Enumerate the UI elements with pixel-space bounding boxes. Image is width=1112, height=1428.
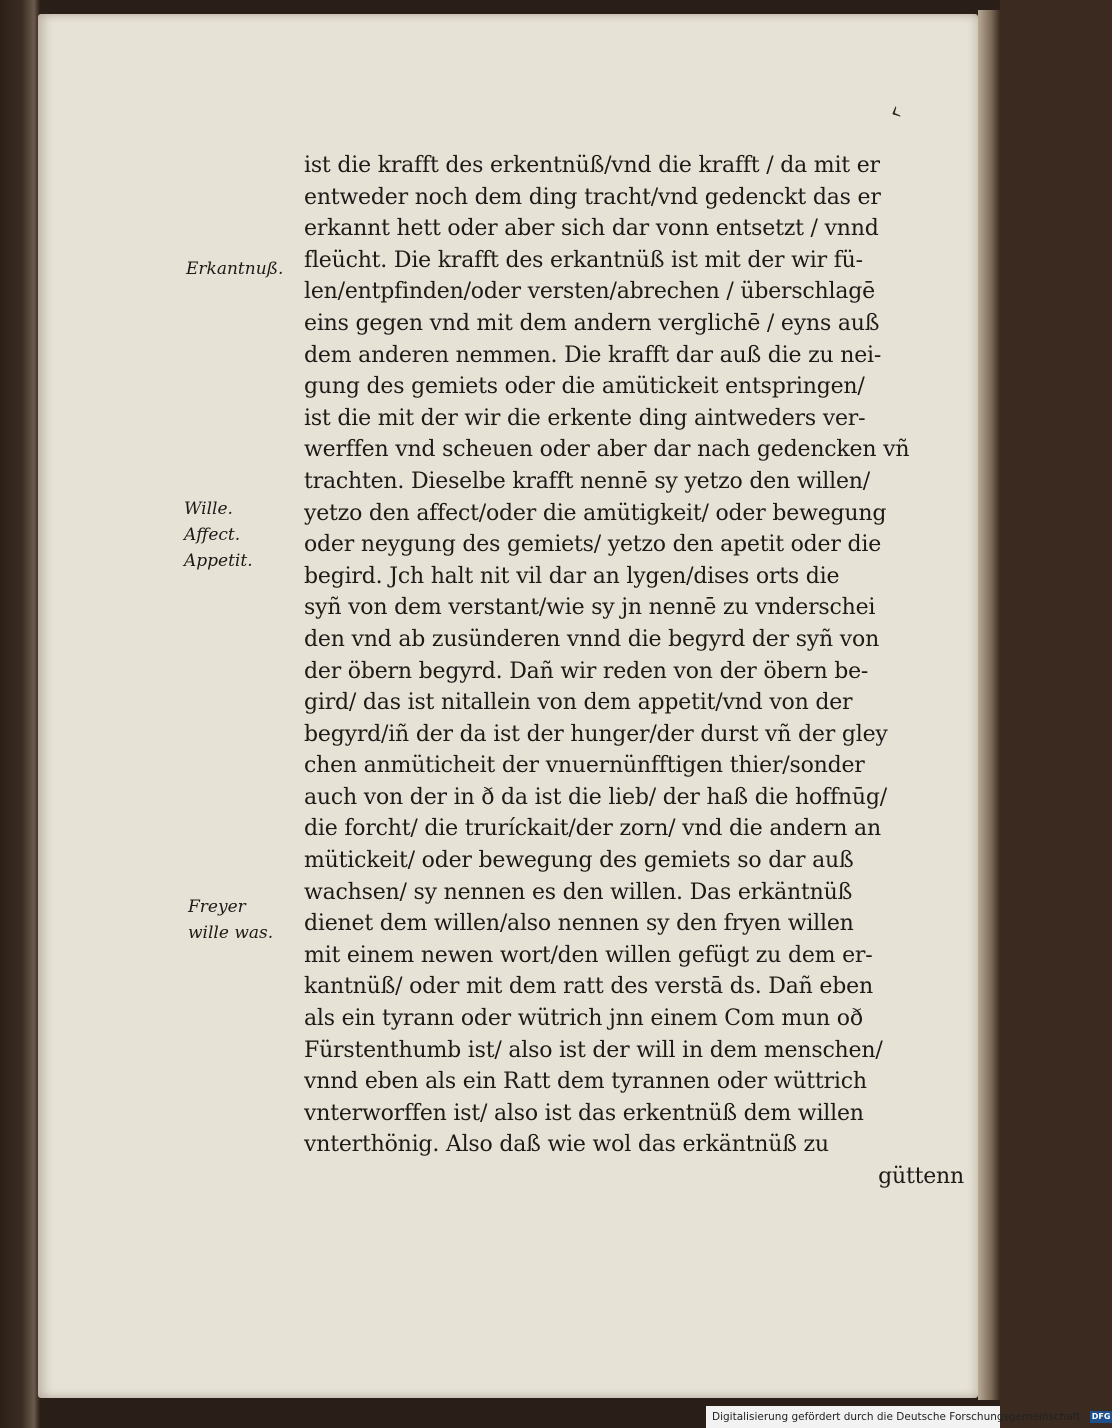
text-line: werffen vnd scheuen oder aber dar nach gedencken vñ <box>304 437 910 463</box>
marginal-note-freyer-wille <box>188 894 273 946</box>
text-line: dienet dem willen/also nennen sy den fryen willen <box>304 911 854 937</box>
text-line: mit einem newen wort/den willen gefügt zu dem er- <box>304 942 873 968</box>
text-line: gung des gemiets oder die amütickeit entspringen/ <box>304 374 865 400</box>
text-line: syñ von dem verstant/wie sy jn nennē zu vnderschei <box>304 595 876 621</box>
marginal-note-line: wille was. <box>188 923 274 943</box>
text-line: begird. Jch halt nit vil dar an lygen/dises orts die <box>304 563 840 589</box>
main-text-block <box>304 150 964 1193</box>
marginal-note-line: Affect. <box>184 525 241 545</box>
text-line: Fürstenthumb ist/ also ist der will in dem menschen/ <box>304 1037 883 1063</box>
text-line: entweder noch dem ding tracht/vnd gedenckt das er <box>304 184 881 210</box>
text-line: vnterworffen ist/ also ist das erkentnüß dem willen <box>304 1100 864 1126</box>
text-line: kantnüß/ oder mit dem ratt des verstā ds. Dañ eben <box>304 974 873 1000</box>
text-line: yetzo den affect/oder die amütigkeit/ oder bewegung <box>304 500 887 526</box>
text-line: die forcht/ die truríckait/der zorn/ vnd die andern an <box>304 816 881 842</box>
dfg-logo-icon: DFG <box>1091 1412 1111 1421</box>
text-line: mütickeit/ oder bewegung des gemiets so dar auß <box>304 848 854 874</box>
page-edge <box>978 10 1000 1400</box>
marginal-note-wille <box>184 496 253 574</box>
text-line: dem anderen nemmen. Die krafft dar auß die zu nei- <box>304 342 882 368</box>
marginal-note-line: Freyer <box>188 897 246 917</box>
text-line: len/entpfinden/oder versten/abrechen / überschlagē <box>304 279 875 305</box>
catchword: güttenn <box>878 1164 964 1189</box>
text-line: gird/ das ist nitallein von dem appetit/vnd von der <box>304 690 853 716</box>
text-line: auch von der in ð da ist die lieb/ der haß die hoffnūg/ <box>304 784 887 810</box>
text-line: der öbern begyrd. Dañ wir reden von der öbern be- <box>304 658 869 684</box>
text-line: erkannt hett oder aber sich dar vonn entsetzt / vnnd <box>304 216 879 242</box>
marginal-note-line: Appetit. <box>184 551 253 571</box>
marginal-note-erkantnuss: Erkantnuß. <box>186 259 284 279</box>
text-line: den vnd ab zusünderen vnnd die begyrd der syñ von <box>304 626 880 652</box>
text-line: ist die krafft des erkentnüß/vnd die krafft / da mit er <box>304 153 880 178</box>
text-line: als ein tyrann oder wütrich jnn einem Com mun oð <box>304 1006 863 1032</box>
marginal-note-line: Wille. <box>184 499 233 519</box>
text-line: ist die mit der wir die erkente ding aintweders ver- <box>304 405 866 431</box>
folio-mark: ‹ <box>884 96 907 128</box>
text-line: trachten. Dieselbe krafft nennē sy yetzo den willen/ <box>304 468 870 494</box>
text-line: vnnd eben als ein Ratt dem tyrannen oder wüttrich <box>304 1069 867 1095</box>
footer-text: Digitalisierung gefördert durch die Deutsche Forschungsgemeinschaft · <box>712 1411 1088 1423</box>
text-line: eins gegen vnd mit dem andern verglichē / eyns auß <box>304 310 880 336</box>
text-line: chen anmüticheit der vnuernünfftigen thier/sonder <box>304 753 865 779</box>
text-line: begyrd/iñ der da ist der hunger/der durst vñ der gley <box>304 721 888 747</box>
text-line: wachsen/ sy nennen es den willen. Das erkäntnüß <box>304 879 853 905</box>
text-line: fleücht. Die krafft des erkantnüß ist mit der wir fü- <box>304 247 863 273</box>
text-line: vnterthönig. Also daß wie wol das erkäntnüß zu <box>304 1132 829 1158</box>
text-line: oder neygung des gemiets/ yetzo den apetit oder die <box>304 532 882 558</box>
digitization-footer <box>706 1406 1111 1428</box>
